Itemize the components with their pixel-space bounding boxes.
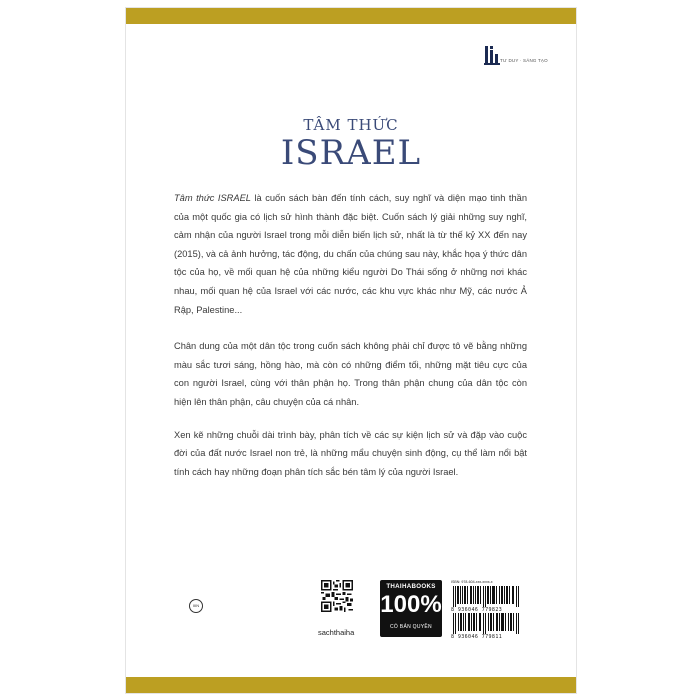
title-line-1: TÂM THỨC (303, 116, 399, 134)
isbn-text: ISBN: 978-604-xxx-xxxx-x (451, 580, 493, 584)
synopsis-paragraph-3: Xen kẽ những chuỗi dài trình bày, phân tích về các sự kiện lịch sử và đặp vào cuộc đời của đất nước Israel non trẻ, là những mẩu chuyện sinh động, cụ thể làm nổi bật tính cách hay những đoạn phân tích sắc bén tâm lý của người Israel. (174, 429, 527, 477)
synopsis (174, 189, 527, 495)
qr-code (321, 580, 353, 612)
barcode-top (451, 586, 521, 607)
back-cover (126, 8, 576, 693)
qr-caption: sachthaiha (318, 628, 355, 637)
circle-logo: IIIN (189, 599, 203, 613)
barcode-block (451, 580, 521, 640)
barcode-top-number: 8 936046 779823 (451, 607, 503, 613)
publisher-logo (484, 44, 554, 68)
synopsis-paragraph-1 (174, 189, 527, 319)
publisher-tagline: TƯ DUY · SÁNG TẠO (500, 58, 548, 63)
barcode-bottom-number: 8 936046 779811 (451, 634, 503, 640)
synopsis-paragraph-2: Chân dung của một dân tộc trong cuốn sách không phải chỉ được tô vẽ bằng những màu sắc tươi sáng, hồng hào, mà còn có những điểm tối, những mặt tiêu cực của con người Israel, cùng với thân phận họ. Trong thân phận chung của dân tộc còn hiện lên thân phận, câu chuyện của cá nhân. (174, 341, 527, 407)
top-gold-band (126, 8, 576, 24)
copyright-stamp (380, 580, 442, 637)
barcode-bottom (451, 613, 521, 634)
stamp-brand: THAIHABOOKS (386, 583, 436, 590)
title-line-2: ISRAEL (280, 133, 422, 173)
bottom-gold-band (126, 677, 576, 693)
book-title-italic: Tâm thức ISRAEL (174, 193, 251, 203)
stamp-number: 100% (380, 591, 442, 618)
synopsis-paragraph-1-text: là cuốn sách bàn đến tính cách, suy nghĩ và diện mạo tinh thần của một quốc gia có lịch sử hình thành đặc biệt. Cuốn sách lý giải những suy nghĩ, cảm nhận của người Israel trong mỗi diễn biến lịch sử, nhất là từ thế kỷ XX đến nay (2015), và cả ảnh hưởng, tác động, du chấn của chúng sau này, khắc họa ý thức dân tộc của họ, về mối quan hệ của những kiểu người Do Thái sống ở những nơi khác nhau, mối quan hệ của Israel với các nước, các khu vực khác như Mỹ, các nước Ả Rập, Palestine... (174, 193, 528, 315)
stamp-caption: CÓ BẢN QUYỀN (390, 624, 432, 630)
